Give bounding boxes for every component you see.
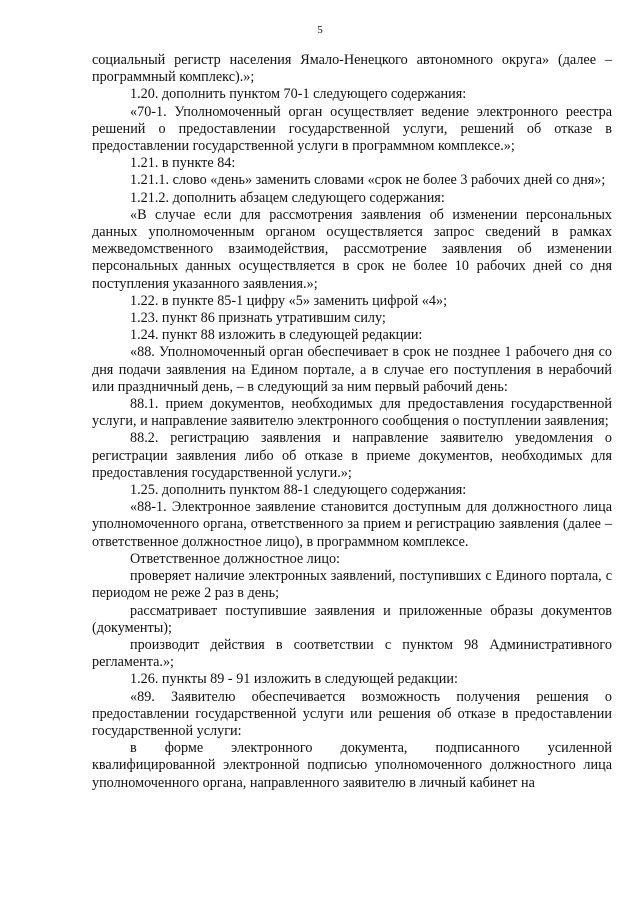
paragraph: 88.1. прием документов, необходимых для предоставления государственной услуги, и направление заявителю электронного сообщения о поступлении заявления;	[92, 396, 612, 430]
document-body	[92, 52, 612, 792]
paragraph: социальный регистр населения Ямало-Ненецкого автономного округа» (далее – программный комплекс).»;	[92, 52, 612, 86]
paragraph: «89. Заявителю обеспечивается возможность получения решения о предоставлении государственной услуги или решения об отказе в предоставлении государственной услуги:	[92, 688, 612, 739]
paragraph: 1.20. дополнить пунктом 70-1 следующего содержания:	[130, 86, 467, 103]
paragraph: «88. Уполномоченный орган обеспечивает в срок не позднее 1 рабочего дня со дня подачи заявления на Едином портале, а в случае его поступления в нерабочий или праздничный день, – в следующий за ним первый рабочий день:	[92, 344, 612, 395]
paragraph: 1.21.1. слово «день» заменить словами «срок не более 3 рабочих дней со дня»;	[130, 172, 606, 189]
paragraph: 1.24. пункт 88 изложить в следующей редакции:	[130, 327, 423, 344]
paragraph: «В случае если для рассмотрения заявления об изменении персональных данных уполномоченным органом осуществляется запрос сведений в рамках межведомственного взаимодействия, рассмотрение заявления об изменении персональных данных осуществляется в срок не более 10 рабочих дней со дня поступления указанного заявления.»;	[92, 206, 612, 292]
paragraph: в форме электронного документа, подписанного усиленной квалифицированной электронной подписью уполномоченного должностного лица уполномоченного органа, направленного заявителю в личный кабинет на	[92, 740, 612, 791]
paragraph: 1.25. дополнить пунктом 88-1 следующего содержания:	[130, 482, 467, 499]
paragraph: проверяет наличие электронных заявлений, поступивших с Единого портала, с периодом не реже 2 раз в день;	[92, 568, 612, 602]
paragraph: рассматривает поступившие заявления и приложенные образы документов (документы);	[92, 602, 612, 636]
paragraph: «88-1. Электронное заявление становится доступным для должностного лица уполномоченного органа, ответственного за прием и регистрацию заявления (далее – ответственное должностное лицо), в программном комплексе.	[92, 499, 612, 550]
paragraph: 1.23. пункт 86 признать утратившим силу;	[130, 310, 386, 327]
paragraph: 1.21.2. дополнить абзацем следующего содержания:	[130, 189, 445, 206]
paragraph: «70-1. Уполномоченный орган осуществляет ведение электронного реестра решений о предоставлении государственной услуги, решений об отказе в предоставлении государственной услуги в программном комплексе.»;	[92, 103, 612, 155]
paragraph: 1.26. пункты 89 - 91 изложить в следующей редакции:	[130, 671, 458, 688]
page-number: 5	[317, 24, 323, 36]
paragraph: 88.2. регистрацию заявления и направление заявителю уведомления о регистрации заявления либо об отказе в приеме документов, необходимых для предоставления государственной услуги.»;	[92, 430, 612, 481]
paragraph: 1.22. в пункте 85-1 цифру «5» заменить цифрой «4»;	[130, 292, 448, 309]
paragraph: 1.21. в пункте 84:	[130, 155, 236, 172]
paragraph: производит действия в соответствии с пунктом 98 Административного регламента.»;	[92, 636, 612, 671]
paragraph: Ответственное должностное лицо:	[130, 550, 340, 567]
